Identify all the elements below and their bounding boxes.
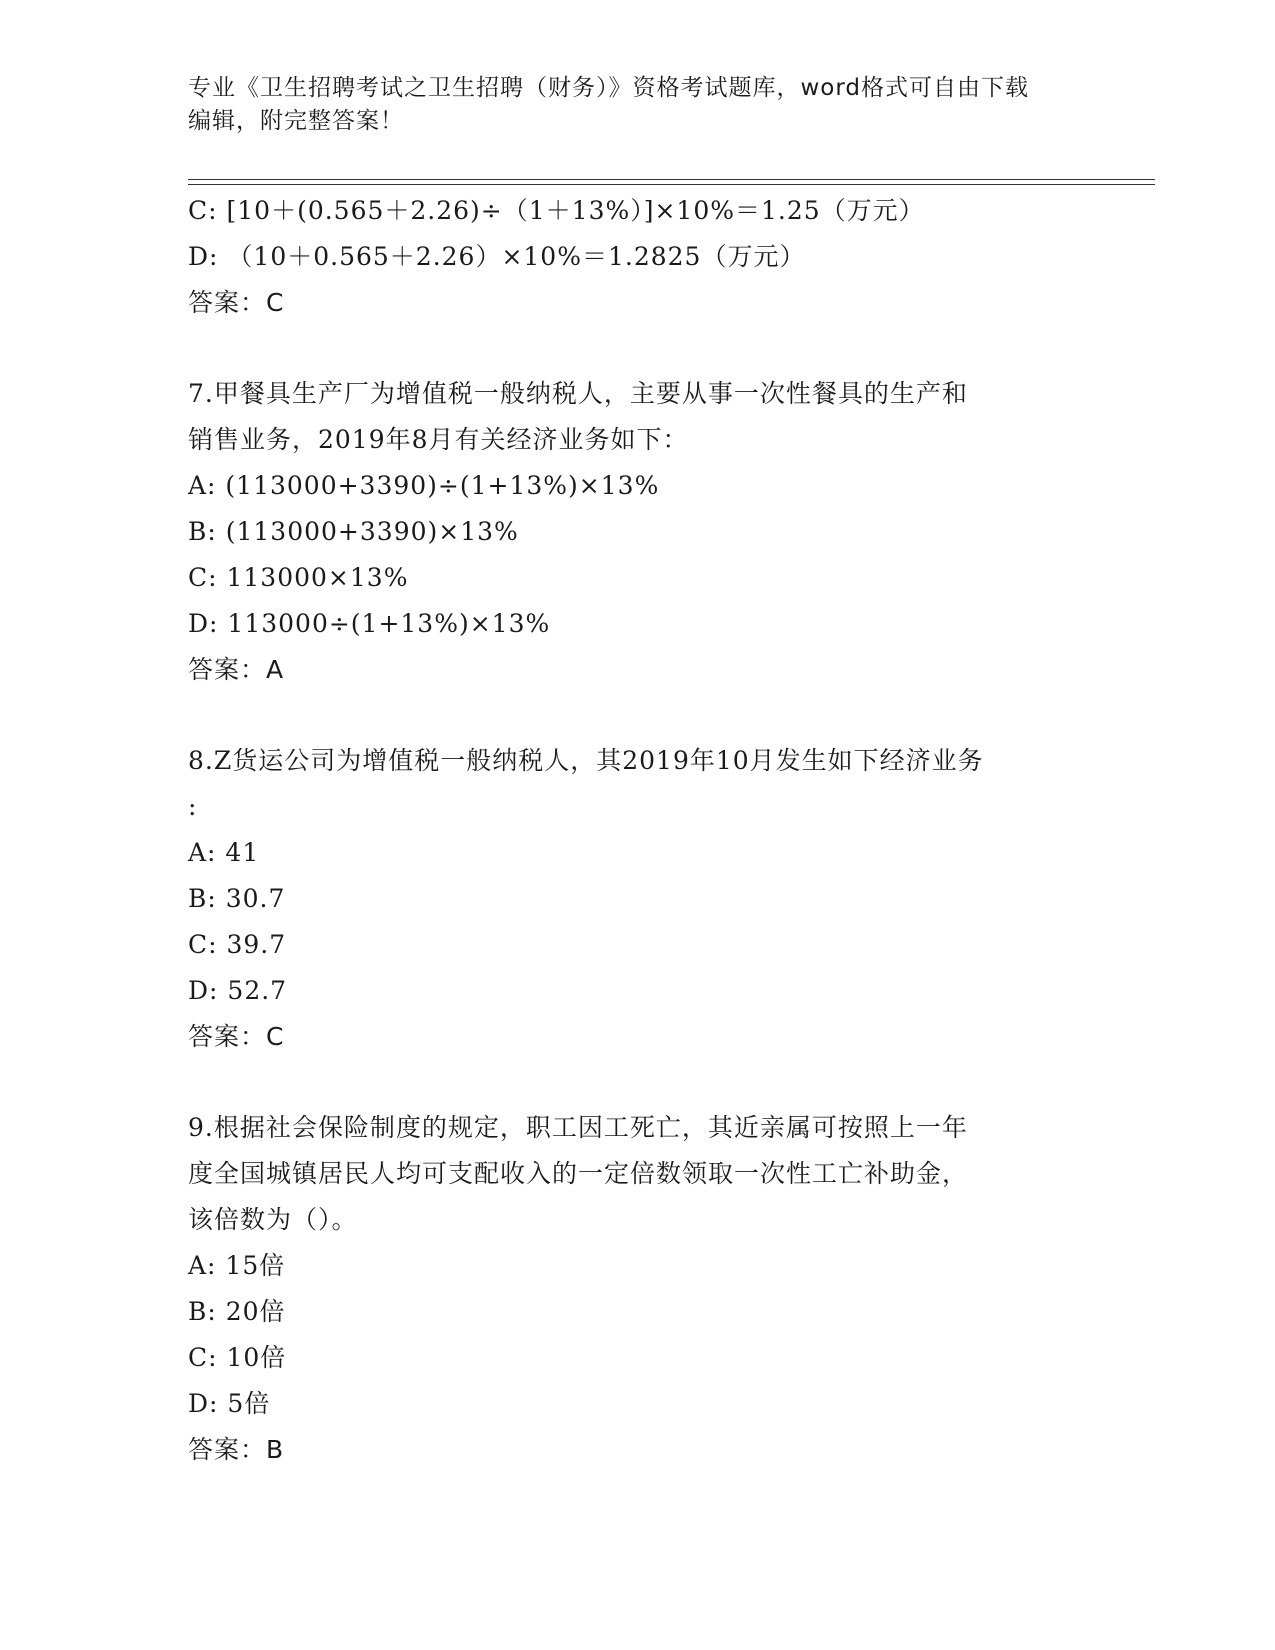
option-c: C: 113000×13%	[188, 563, 409, 592]
spacer	[188, 326, 1088, 371]
option-b: B: (113000+3390)×13%	[188, 517, 519, 546]
answer-label: 答案：A	[188, 655, 285, 684]
question-stem: 8.Z货运公司为增值税一般纳税人，其2019年10月发生如下经济业务	[188, 746, 984, 775]
header-line-2: 编辑，附完整答案！	[188, 108, 404, 134]
answer-label: 答案：B	[188, 1435, 285, 1464]
option-d: D: 5倍	[188, 1389, 271, 1418]
answer-label: 答案：C	[188, 1022, 285, 1051]
question-7	[188, 371, 1088, 693]
spacer	[188, 1060, 1088, 1105]
question-stem: 销售业务，2019年8月有关经济业务如下：	[188, 425, 689, 454]
option-a: A: 15倍	[188, 1251, 286, 1280]
question-9	[188, 1105, 1088, 1473]
question-stem: :	[188, 792, 198, 821]
header-line-1: 专业《卫生招聘考试之卫生招聘（财务）》资格考试题库，word格式可自由下载	[188, 75, 1030, 101]
option-a: A: (113000+3390)÷(1+13%)×13%	[188, 471, 660, 500]
option-d: D: 52.7	[188, 976, 288, 1005]
question-stem: 9.根据社会保险制度的规定，职工因工死亡，其近亲属可按照上一年	[188, 1113, 968, 1142]
question-stem: 度全国城镇居民人均可支配收入的一定倍数领取一次性工亡补助金，	[188, 1159, 969, 1188]
option-c: C: 10倍	[188, 1343, 287, 1372]
header-divider-bottom	[188, 184, 1155, 185]
header-divider-top	[188, 179, 1155, 180]
option-c: C: [10＋(0.565＋2.26)÷（1＋13%）]×10%＝1.25（万元）	[188, 196, 925, 225]
question-stem: 该倍数为（）。	[188, 1205, 358, 1234]
document-header	[188, 72, 1088, 138]
question-stem: 7.甲餐具生产厂为增值税一般纳税人，主要从事一次性餐具的生产和	[188, 379, 968, 408]
option-c: C: 39.7	[188, 930, 287, 959]
question-list	[188, 188, 1088, 1473]
question-6-tail	[188, 188, 1088, 326]
answer-label: 答案：C	[188, 288, 285, 317]
option-b: B: 30.7	[188, 884, 286, 913]
spacer	[188, 693, 1088, 738]
option-b: B: 20倍	[188, 1297, 286, 1326]
option-d: D: （10＋0.565＋2.26）×10%＝1.2825（万元）	[188, 242, 806, 271]
option-d: D: 113000÷(1+13%)×13%	[188, 609, 551, 638]
question-8	[188, 738, 1088, 1060]
option-a: A: 41	[188, 838, 260, 867]
